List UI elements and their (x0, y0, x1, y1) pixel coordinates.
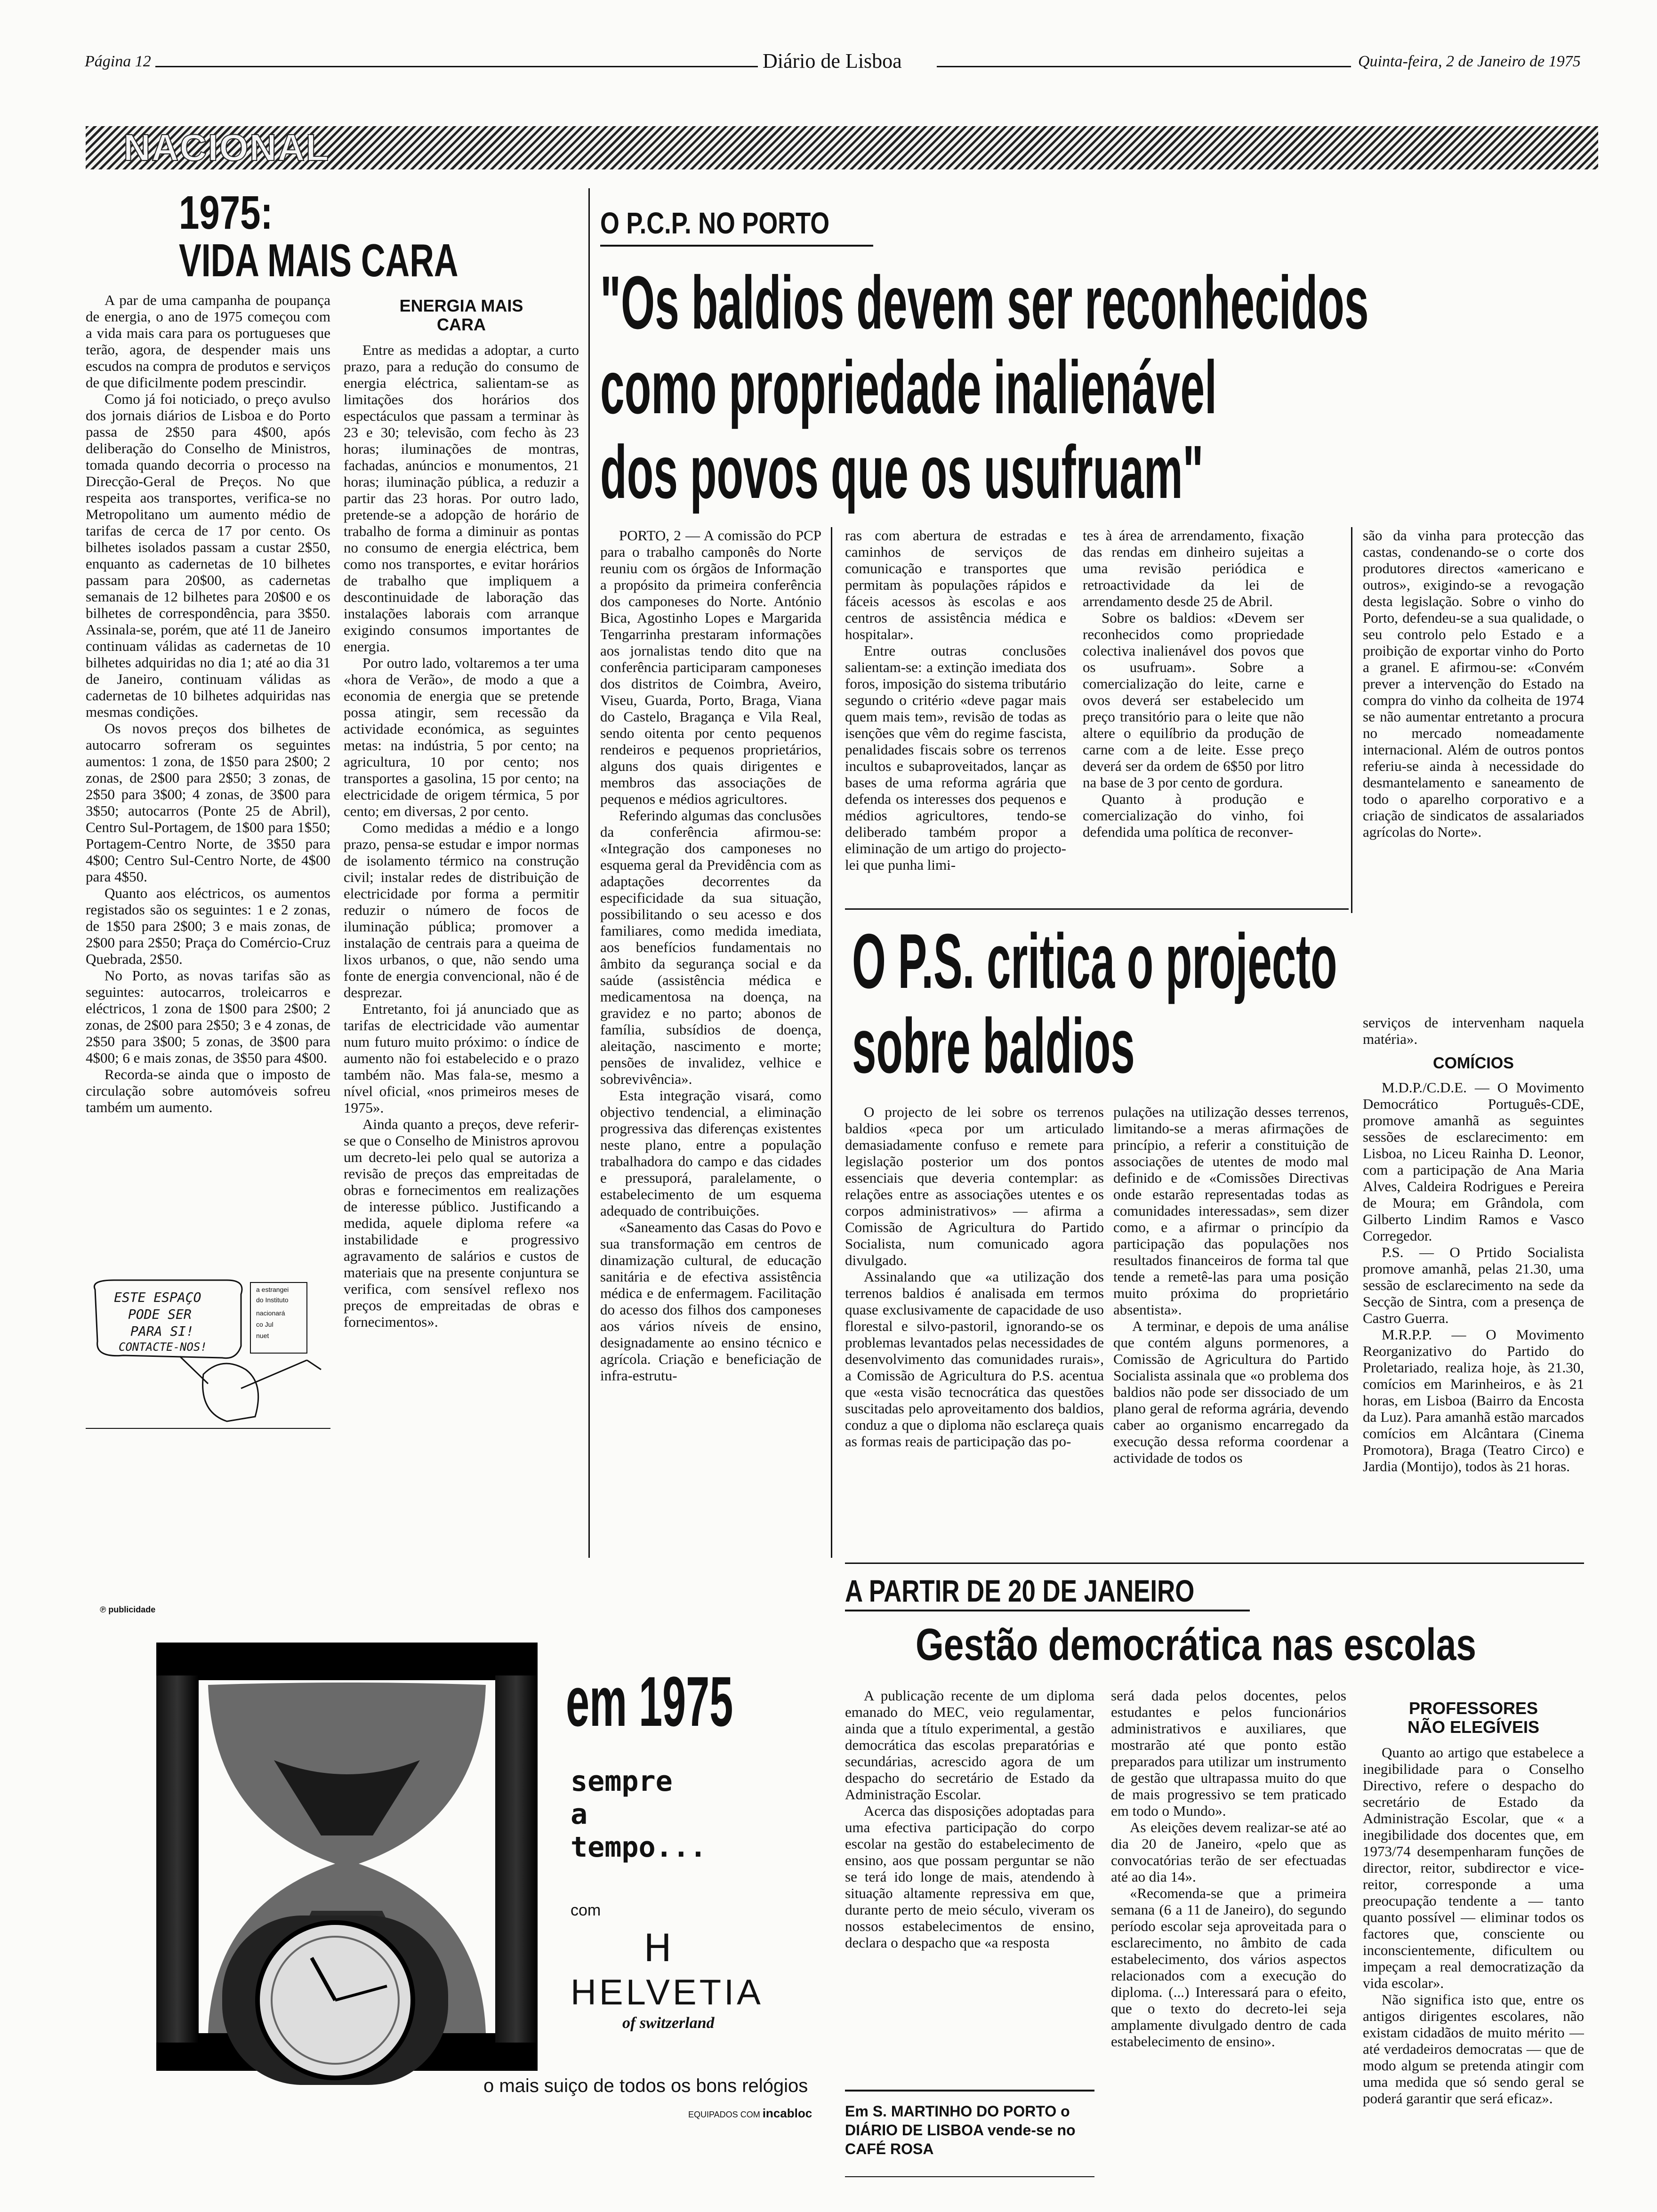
paragraph: A terminar, e depois de uma análise que contém alguns pormenores, a Comissão de Agricultura do Partido Socialista assinala que «o problema dos baldios não pode ser dissociado de um plano geral de reforma agrária, devendo caber ao organismo encarregado da execução dessa reforma coordenar a actividade de todos os (1113, 1318, 1349, 1466)
cartoon-text-3: PARA SI! (130, 1323, 194, 1339)
cafe-rosa-text: Em S. MARTINHO DO PORTO o DIÁRIO DE LISBOA vende-se no CAFÉ ROSA (845, 2103, 1076, 2157)
cartoon-text-4: CONTACTE-NOS! (119, 1340, 207, 1354)
comicios-subhead: COMÍCIOS (1433, 1054, 1514, 1072)
paragraph: Como já foi noticiado, o preço avulso dos jornais diários de Lisboa e do Porto passa de 2$50 para 4$00, após deliberação do Conselho de Ministros, tomada quando decorria o processo na Direcção-Geral de Preços. No que respeita aos transportes, verifica-se no Metropolitano um aumento médio de tarifas de cerca de 17 por cento. Os bilhetes isolados passam a custar 2$50, enquanto as cadernetas de 10 bilhetes passam para 20$00, as cadernetas semanais de 12 bilhetes para 20$00 e os bilhetes de correspondência, para 3$50. Assinala-se, porém, que até 11 de Janeiro continuam válidas as cadernetas de 10 bilhetes adquiridas no dia 1; até ao dia 31 de Janeiro, continuam válidas as cadernetas de 10 bilhetes adquiridas nas mesmas condições. (86, 391, 330, 720)
vida-title-line2: VIDA MAIS CARA (179, 234, 458, 286)
paragraph: Por outro lado, voltaremos a ter uma «hora de Verão», de modo a que a economia de energia que se pretende possa atingir, sem recessão da actividade económica, as seguintes metas: na indústria, 5 por cento; na agricultura, 10 por cento; nos transportes a gasolina, 15 por cento; na electricidade de origem térmica, 5 por cento; em diversas, 2 por cento. (344, 655, 579, 819)
page-number: Página 12 (85, 53, 151, 70)
cartoon-tiny-4: co Jul (256, 1321, 273, 1328)
paragraph: Sobre os baldios: «Devem ser reconhecidos como propriedade colectiva inalienável dos povos que os usufruam». Sobre a comercialização do leite, carne e ovos deverá ser estabelecido um preço transitório para o leite que não altere o equilíbrio da produção de carne com a de leite. Esse preço deverá ser da ordem de 6$50 por litro na base de 3 por cento de gordura. (1083, 609, 1304, 791)
escolas-headline: Gestão democrática nas escolas (916, 1619, 1476, 1670)
column-rule (831, 527, 832, 1558)
paragraph: Os novos preços dos bilhetes de autocarro sofreram os seguintes aumentos: 1 zona, de 1$50 para 2$00; 2 zonas, de 2$00 para 2$50; 3 zonas, de 2$50 para 3$00; 4 zonas, de 3$00 para 3$50; autocarros (Ponte 25 de Abril), Centro Sul-Portagem, de 1$00 para 1$50; Portagem-Centro Norte, de 3$50 para 4$00; Centro Sul-Centro Norte, de 4$00 para 4$50. (86, 720, 330, 885)
escolas-kicker: A PARTIR DE 20 DE JANEIRO (845, 1573, 1195, 1608)
cafe-rosa-box (845, 2090, 1094, 2177)
paragraph: A par de uma campanha de poupança de energia, o ano de 1975 começou com a vida mais cara para os portugueses que terão, agora, de despender mais uns escudos na compra de produtos e serviços de que dificilmente podem prescindir. (86, 292, 330, 391)
escolas-col3 (1363, 1694, 1584, 2174)
ad-brand-sub: of switzerland (622, 2014, 715, 2032)
paragraph: «Saneamento das Casas do Povo e sua transformação em centros de dinamização cultural, de educação sanitária e de efectiva assistência médica e de enfermagem. Facilitação do acesso dos filhos dos camponeses aos vários níveis de ensino, designadamente ao ensino técnico e agrícola. Criação e beneficiação de infra-estrutu- (600, 1219, 821, 1384)
masthead-rule-right (937, 66, 1351, 67)
section-divider (845, 908, 1349, 910)
ad-tagline: o mais suiço de todos os bons relógios (483, 2076, 808, 2096)
cartoon-tiny-1: a estrangei (256, 1286, 289, 1293)
kicker-underline (600, 245, 873, 247)
paragraph: Entretanto, foi já anunciado que as tarifas de electricidade vão aumentar num futuro muito próximo: o índice de aumento não foi estabelecido e o prazo também não. Mas fala-se, mesmo a nível oficial, «nos primeiros meses de 1975». (344, 1001, 579, 1116)
paragraph: Recorda-se ainda que o imposto de circulação sobre automóveis sofreu também um aumento. (86, 1066, 330, 1115)
vida-col1 (86, 292, 330, 1266)
paragraph: Ainda quanto a preços, deve referir-se que o Conselho de Ministros aprovou um decreto-lei pelo qual se autoriza a revisão de preços das empreitadas de obras e fornecimentos em realizações de interesse público. Justificando a medida, aquele diploma refere «a instabilidade e progressivo agravamento de salários e custos de materiais que na presente conjuntura se verifica, com sensível reflexo nos preços de empreitadas de obras e fornecimentos». (344, 1116, 579, 1330)
cartoon-text-1: ESTE ESPAÇO (114, 1290, 201, 1305)
pcp-col2 (845, 527, 1066, 894)
vida-col2 (344, 292, 579, 1638)
paragraph: «Recomenda-se que a primeira semana (6 a 11 de Janeiro), do segundo período escolar seja aproveitada para o esclarecimento, no âmbito de cada estabelecimento, dos vários aspectos relacionados com a execução do diploma. (...) Interessará para o efeito, que o texto do decreto-lei seja amplamente divulgado dentro de cada estabelecimento de ensino». (1111, 1885, 1346, 2050)
paragraph: PORTO, 2 — A comissão do PCP para o trabalho camponês do Norte reuniu com os órgãos de Informação a propósito da primeira conferência dos camponeses do Norte. António Bica, Agostinho Lopes e Margarida Tengarrinha prestaram informações aos jornalistas tendo dito que na conferência participaram camponeses dos distritos de Coimbra, Aveiro, Viseu, Guarda, Porto, Braga, Viana do Castelo, Bragança e Vila Real, sendo oitenta por cento pequenos rendeiros e pequenos proprietários, alguns dos quais dirigentes e membros das associações de pequenos e médios agricultores. (600, 527, 821, 807)
comicios-item: P.S. — O Prtido Socialista promove amanhã, pelas 21.30, uma sessão de esclarecimento na sede da Secção de Sintra, com a presença de Castro Guerra. (1363, 1244, 1584, 1326)
paragraph: serviços de intervenham naquela matéria». (1363, 1014, 1584, 1047)
paragraph: Quanto ao artigo que estabelece a inegibilidade para o Conselho Directivo, refere o despacho do secretário de Estado da Administração Escolar, que « a inegibilidade dos docentes que, em 1973/74 desempenharam funções de director, reitor, subdirector e vice-reitor, corresponde a uma preocupação tendente a — tanto quanto possível — eliminar todos os factores que, consciente ou inconscientemente, dificultem ou impeçam a real democratização da vida escolar». (1363, 1744, 1584, 1991)
masthead-rule-left (155, 66, 758, 67)
energia-subhead: ENERGIA MAIS CARA (399, 296, 523, 334)
pcp-col4 (1363, 527, 1584, 913)
professores-subhead: PROFESSORES NÃO ELEGÍVEIS (1407, 1699, 1540, 1737)
ad-equip (688, 2106, 812, 2121)
hourglass-watch-illustration (86, 1619, 556, 2090)
pcp-col1 (600, 527, 821, 1558)
paragraph: A publicação recente de um diploma emanado do MEC, veio regulamentar, ainda que a título experimental, a gestão democrática das escolas preparatórias e secundárias, acrescido agora de um despacho do secretário de Estado da Administração Escolar. (845, 1687, 1094, 1803)
paragraph: O projecto de lei sobre os terrenos baldios «peca por um articulado demasiadamente confuso e remete para legislação posterior um dos pontos essenciais que deveria contemplar: as relações entre as associações utentes e os corpos administrativos» — afirma a Comissão de Agricultura do Partido Socialista, num comunicado agora divulgado. (845, 1104, 1104, 1268)
ad-line-3: tempo... (571, 1831, 707, 1864)
paragraph: ras com abertura de estradas e caminhos de serviços de comunicação e transportes que permitam às populações rápidos e fáceis acessos às escolas e aos centros de assistência médica e hospitalar». (845, 527, 1066, 642)
pcp-col3 (1083, 527, 1304, 894)
paragraph: Assinalando que «a utilização dos terrenos baldios é analisada em termos quase exclusivamente de capacidade de uso florestal e silvo-pastoril, ignorando-se os problemas levantados pelas necessidades de desenvolvimento das comunidades rurais», a Comissão de Agricultura do P.S. acentua que «esta visão tecnocrática das questões suscitadas pelo aproveitamento dos baldios, conduz a que o diploma não esclareça quais as formas reais de participação das po- (845, 1268, 1104, 1450)
kicker-underline (845, 1610, 1250, 1611)
paragraph: são da vinha para protecção das castas, condenando-se o corte dos produtores directos «americano e outros», exigindo-se a revogação desta legislação. Sobre o vinho do Porto, defendeu-se a sua qualidade, o seu controlo pelo Estado e a proibição de exportar vinho do Porto a granel. E afirmou-se: «Convém prever a intervenção do Estado na compra do vinho da colheita de 1974 se não aumentar entretanto a procura no mercado nomeadamente internacional. Além de outros pontos referiu-se ainda à necessidade do desmantelamento e saneamento de todo o aparelho corporativo e a criação de sindicatos de assalariados agrícolas do Norte». (1363, 527, 1584, 840)
comicios-item: M.R.P.P. — O Movimento Reorganizativo do Partido do Proletariado, realiza hoje, às 21.30, comícios em Marinheiros, e às 21 horas, em Lisboa (Bairro da Encosta da Luz). Para amanhã estão marcados comícios em Alcântara (Cinema Promotora), Braga (Teatro Circo) e Jardia (Montijo), todos às 21 horas. (1363, 1326, 1584, 1475)
ps-headline-2: sobre baldios (852, 1002, 1135, 1089)
paragraph: pulações na utilização desses terrenos, limitando-se a meras afirmações de princípio, a referir a constituição de associações de utentes de modo mal definido e de «Comissões Directivas onde estarão representadas todas as comunidades interessadas», sem dizer como, e a afirmar o princípio da participação das populações nos resultados financeiros de forma tal que tende a remetê-las para uma posição muito próxima do proprietário absentista». (1113, 1104, 1349, 1318)
comicios-col (1363, 1014, 1584, 1555)
publicidade-icon: ℗ (100, 1605, 109, 1614)
ad-equip-text: EQUIPADOS COM (688, 2110, 760, 2119)
pcp-headline-2: como propriedade inalienável (600, 345, 1217, 429)
ad-headline: em 1975 (566, 1662, 733, 1741)
escolas-col2 (1111, 1687, 1346, 2174)
issue-date: Quinta-feira, 2 de Janeiro de 1975 (1358, 53, 1581, 70)
newspaper-name: Diário de Lisboa (763, 49, 902, 72)
helvetia-logo-icon: ᕼ (643, 1926, 672, 1970)
ps-col2 (1113, 1104, 1349, 1558)
paragraph: Como medidas a médio e a longo prazo, pensa-se estudar e impor normas de isolamento térmico na construção civil; instalar redes de distribuição de electricidade por forma a permitir reduzir o número de focos de iluminação pública; promover a instalação de centrais para a queima de lixos urbanos, o que, não sendo uma fonte de energia convencional, não é de desprezar. (344, 819, 579, 1001)
paragraph: Referindo algumas das conclusões da conferência afirmou-se: «Integração dos camponeses no esquema geral da Previdência com as adaptações decorrentes da especificidade da sua situação, possibilitando o seu acesso e dos familiares, como medida imediata, aos benefícios fundamentais no âmbito da segurança social e da saúde (assistência médica e medicamentosa na doença, na gravidez e no parto; abonos de família, subsídios de doença, aleitação, nascimento e morte; pensões de invalidez, velhice e sobrevivência». (600, 807, 821, 1087)
paragraph: Entre as medidas a adoptar, a curto prazo, para a redução do consumo de energia eléctrica, salientam-se as limitações dos horários dos espectáculos que passam a terminar às 23 e 30; televisão, com fecho às 23 horas; iluminações de montras, fachadas, anúncios e monumentos, 21 horas; iluminação pública, a reduzir a partir das 23 horas. Por outro lado, pretende-se a adopção de horário de trabalho de forma a diminuir as pontas no consumo de energia eléctrica, bem como nos transportes, e evitar horários de trabalho que impliquem a descontinuidade de laboração das instalações laborais com arranque exigindo consumos importantes de energia. (344, 342, 579, 655)
ad-label (100, 1605, 155, 1615)
escolas-col1 (845, 1687, 1094, 2092)
section-banner (86, 126, 1598, 169)
paragraph: Não significa isto que, entre os antigos dirigentes escolares, não existam cidadãos de muito mérito — até verdadeiros democratas — que de modo algum se pretenda atingir com uma medida que só sendo geral se poderá garantir que será eficaz». (1363, 1991, 1584, 2107)
ps-col1 (845, 1104, 1104, 1558)
ps-headline-1: O P.S. critica o projecto (852, 918, 1337, 1004)
paragraph: será dada pelos docentes, pelos estudantes e pelos funcionários administrativos e auxiliares, que mostrarão até que ponto estão preparados para utilizar um instrumento de gestão que ultrapassa muito do que de mais progressivo se tem praticado em todo o Mundo». (1111, 1687, 1346, 1819)
cartoon-tiny-5: nuet (256, 1332, 269, 1339)
cartoon-tiny-3: nacionará (256, 1309, 285, 1317)
ad-equip-brand: incabloc (762, 2106, 812, 2120)
vida-title-line1: 1975: (179, 186, 273, 239)
paragraph: Entre outras conclusões salientam-se: a extinção imediata dos foros, imposição do sistema tributário segundo o critério «deve pagar mais quem mais tem», revisão de todas as isenções que vêm do regime fascista, penalidades fiscais sobre os terrenos incultos e subaproveitados, lançar as bases de uma reforma agrária que defenda os interesses dos pequenos e médios agricultores, tendo-se deliberado também propor a eliminação de um artigo do projecto-lei que punha limi- (845, 642, 1066, 873)
paragraph: tes à área de arrendamento, fixação das rendas em dinheiro sujeitas a uma revisão periódica e retroactividade da lei de arrendamento desde 25 de Abril. (1083, 527, 1304, 609)
advertisement (86, 1600, 825, 2156)
pcp-kicker: O P.C.P. NO PORTO (600, 206, 830, 240)
ad-line-1: sempre (571, 1765, 673, 1798)
pcp-headline-1: "Os baldios devem ser reconhecidos (600, 260, 1369, 345)
paragraph: Quanto à produção e comercialização do vinho, foi defendida uma política de reconver- (1083, 791, 1304, 840)
paragraph: Acerca das disposições adoptadas para uma efectiva participação do corpo escolar na gestão do estabelecimento de ensino, aos que possam perguntar se não se terá ido longe de mais, atendendo à situação altamente repressiva em que, durante perto de meio século, viveram os nossos estabelecimentos de ensino, declara o despacho que «a resposta (845, 1803, 1094, 1951)
paragraph: As eleições devem realizar-se até ao dia 20 de Janeiro, «pelo que as convocatórias terão de ser efectuadas até ao dia 14». (1111, 1819, 1346, 1885)
cartoon-tiny-2: do Instituto (256, 1296, 289, 1304)
paragraph: Quanto aos eléctricos, os aumentos registados são os seguintes: 1 e 2 zonas, de 1$50 para 2$00; 3 e mais zonas, de 2$00 para 2$50; Praça do Comércio-Cruz Quebrada, 2$50. (86, 885, 330, 967)
paragraph: No Porto, as novas tarifas são as seguintes: autocarros, troleicarros e eléctricos, 1 zona de 1$00 para 2$00; 2 zonas, de 2$00 para 2$50; 3 e 4 zonas, de 2$50 para 3$00; 5 zonas, de 3$00 para 4$00; 6 e mais zonas, de 3$50 para 4$00. (86, 967, 330, 1066)
paragraph: Esta integração visará, como objectivo tendencial, a eliminação progressiva das diferenças existentes neste plano, entre a população trabalhadora do campo e das cidades e pressuporá, paralelamente, o estabelecimento de um esquema adequado de contribuições. (600, 1087, 821, 1219)
comicios-item: M.D.P./C.D.E. — O Movimento Democrático Português-CDE, promove amanhã as seguintes sessões de esclarecimento: em Lisboa, no Liceu Rainha D. Leonor, com a participação de Ana Maria Alves, Caldeira Rodrigues e Pereira de Moura; em Grândola, com Gilberto Lindim Ramos e Vasco Corregedor. (1363, 1079, 1584, 1244)
ad-brand: HELVETIA (571, 1972, 764, 2012)
section-banner-label: NACIONAL (123, 127, 330, 168)
column-rule (588, 188, 590, 1558)
cartoon-box (86, 1275, 330, 1431)
section-divider (845, 1563, 1584, 1564)
pcp-headline-3: dos povos que os usufruam" (600, 430, 1204, 514)
ad-label-text: publicidade (108, 1605, 156, 1614)
column-rule (1351, 527, 1352, 913)
ad-com: com (571, 1901, 601, 1919)
ad-line-2: a (571, 1798, 588, 1831)
cartoon-text-2: PODE SER (128, 1306, 192, 1322)
